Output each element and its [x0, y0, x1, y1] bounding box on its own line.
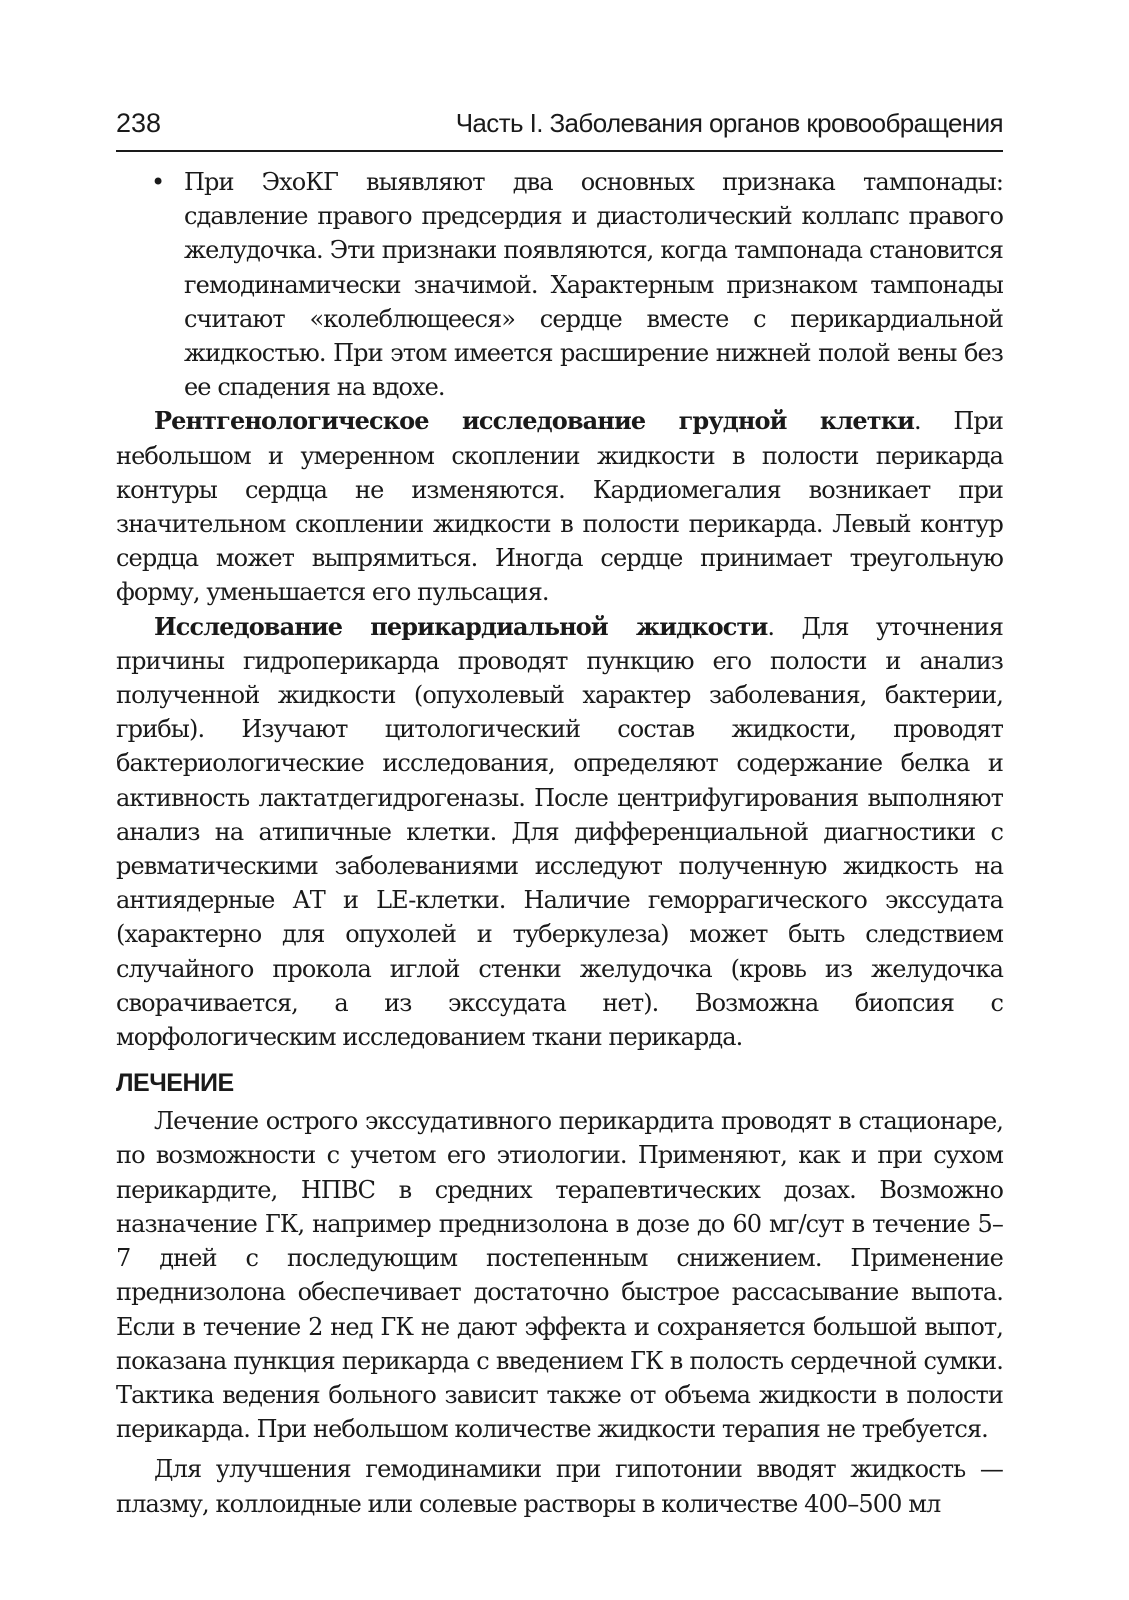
page-body	[116, 165, 1003, 1521]
term-fluid: Исследование перикардиальной жидкости	[154, 611, 768, 641]
page-number: 238	[116, 108, 162, 138]
running-title: Часть I. Заболевания органов кровообращения	[455, 108, 1003, 138]
paragraph-fluid-text: . Для уточнения причины гидроперикарда проводят пункцию его полости и анализ полученной жидкости (опухолевый характер заболевания, бактерии, грибы). Изучают цитологический состав жидкости, проводят бактериологические исследования, определяют содержание белка и активность лактатдегидрогеназы. После центрифугирования выполняют анализ на атипичные клетки. Для дифференциальной диагностики с ревматическими заболеваниями исследуют полученную жидкость на антиядерные АТ и LE-клетки. Наличие геморрагического экссудата (характерно для опухолей и туберкулеза) может быть следствием случайного прокола иглой стенки желудочка (кровь из желудочка сворачивается, а из экссудата нет). Возможна биопсия с морфологическим исследованием ткани перикарда.	[116, 612, 1003, 1052]
bullet-dot-icon: •	[151, 168, 165, 196]
paragraph-treatment-2: Для улучшения гемодинамики при гипотонии вводят жидкость — плазму, коллоидные или солевые растворы в количестве 400–500 мл	[116, 1455, 1003, 1518]
page-header	[116, 106, 1003, 152]
paragraph-xray	[116, 404, 1003, 609]
term-xray: Рентгенологическое исследование грудной клетки	[154, 406, 915, 436]
section-heading-treatment: ЛЕЧЕНИЕ	[116, 1069, 234, 1098]
paragraph-xray-text: . При небольшом и умеренном скоплении жидкости в полости перикарда контуры сердца не изменяются. Кардиомегалия возникает при значительном скоплении жидкости в полости перикарда. Левый контур сердца может выпрямиться. Иногда сердце принимает треугольную форму, уменьшается его пульсация.	[116, 407, 1003, 607]
bullet-item-echo	[116, 165, 1003, 404]
paragraph-fluid	[116, 610, 1003, 1055]
paragraph-treatment-1: Лечение острого экссудативного перикардита проводят в стационаре, по возможности с учетом его этиологии. Применяют, как и при сухом перикардите, НПВС в средних терапевтических дозах. Возможно назначение ГК, например преднизолона в дозе до 60 мг/сут в течение 5–7 дней с последующим постепенным снижением. Применение преднизолона обеспечивает достаточно быстрое рассасывание выпота. Если в течение 2 нед ГК не дают эффекта и сохраняется большой выпот, показана пункция перикарда с введением ГК в полость сердечной сумки. Тактика ведения больного зависит также от объема жидкости в полости перикарда. При небольшом количестве жидкости терапия не требуется.	[116, 1107, 1003, 1444]
bullet-text: При ЭхоКГ выявляют два основных признака тампонады: сдавление правого предсердия и диастолический коллапс правого желудочка. Эти признаки появляются, когда тампонада становится гемодинамически значимой. Характерным признаком тампонады считают «колеблющееся» сердце вместе с перикардиальной жидкостью. При этом имеется расширение нижней полой вены без ее спадения на вдохе.	[184, 168, 1003, 402]
